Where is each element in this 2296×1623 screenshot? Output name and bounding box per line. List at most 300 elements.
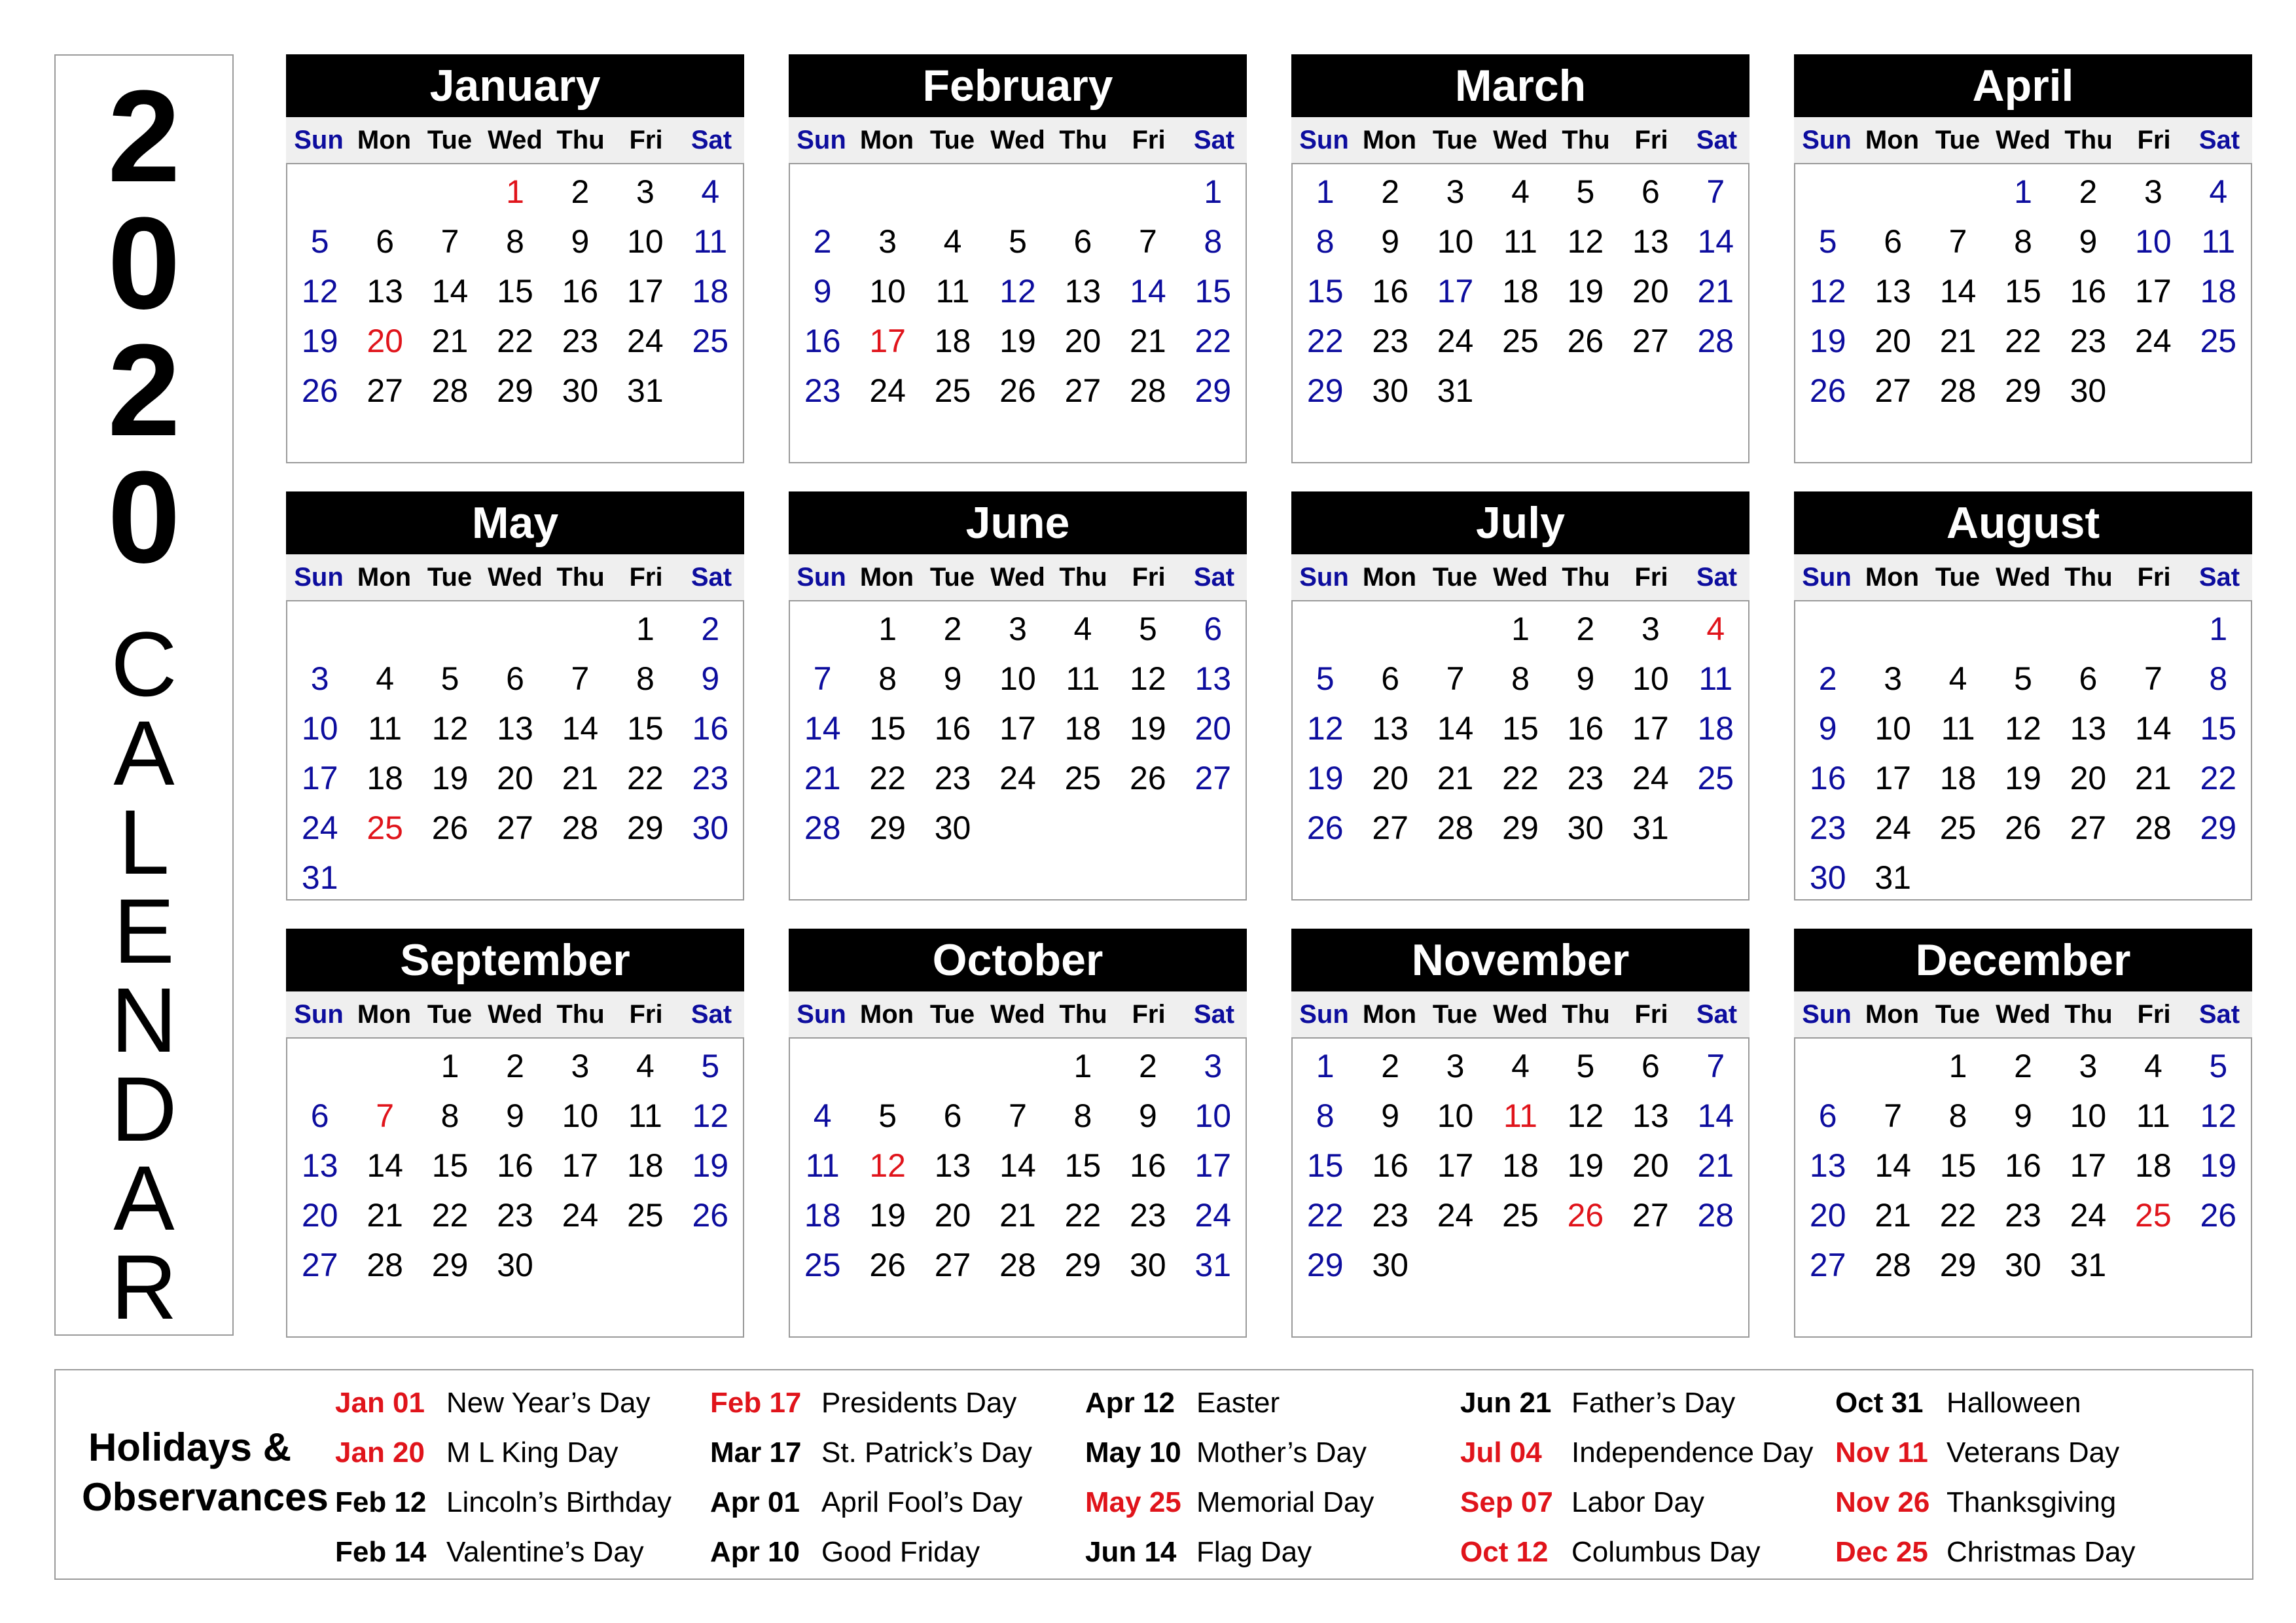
day-cell: 24: [1874, 810, 1911, 846]
day-cell: 17: [1437, 1147, 1474, 1184]
days-grid: [1291, 163, 1749, 463]
day-cell: 16: [1809, 760, 1846, 796]
weekday-label: Sun: [294, 1000, 344, 1029]
day-cell: 26: [2200, 1197, 2237, 1234]
holiday-name: Good Friday: [821, 1536, 980, 1568]
day-cell: 15: [1194, 273, 1232, 310]
day-cell: 19: [1306, 760, 1344, 796]
holiday-name: St. Patrick’s Day: [821, 1436, 1032, 1469]
day-cell: 21: [1437, 760, 1474, 796]
day-cell: 23: [2070, 323, 2107, 359]
weekday-label: Tue: [1935, 126, 1981, 154]
day-cell: 25: [1502, 1197, 1539, 1234]
day-cell: 20: [497, 760, 533, 796]
day-cell: 17: [1874, 760, 1911, 796]
days-grid: [1291, 600, 1749, 901]
day-cell: 21: [1874, 1197, 1911, 1234]
day-cell: 2: [506, 1048, 524, 1084]
weekday-label: Thu: [1562, 563, 1610, 592]
day-cell: 22: [1306, 1197, 1344, 1234]
day-cell: 28: [1437, 810, 1474, 846]
day-cell: 27: [497, 810, 533, 846]
day-cell: 25: [692, 323, 729, 359]
empty-day: [790, 1041, 855, 1091]
day-cell: 12: [869, 1147, 906, 1184]
day-cell: 27: [367, 372, 403, 409]
holiday-name: M L King Day: [446, 1436, 619, 1469]
weekday-label: Fri: [2137, 126, 2171, 154]
day-cell: 20: [301, 1197, 338, 1234]
day-cell: 4: [636, 1048, 655, 1084]
holiday-name: Flag Day: [1196, 1536, 1312, 1568]
holiday-column: [335, 1378, 708, 1577]
holiday-name: Columbus Day: [1571, 1536, 1761, 1568]
weekday-label: Wed: [1996, 563, 2051, 592]
day-cell: 2: [1381, 173, 1400, 210]
day-cell: 10: [562, 1097, 599, 1134]
day-cell: 22: [431, 1197, 469, 1234]
empty-day: [2056, 604, 2121, 654]
day-cell: 26: [692, 1197, 729, 1234]
day-cell: 1: [440, 1048, 459, 1084]
day-cell: 22: [2005, 323, 2041, 359]
weekday-label: Wed: [990, 563, 1045, 592]
holiday-row: [1460, 1478, 1833, 1527]
day-cell: 14: [999, 1147, 1036, 1184]
day-cell: 9: [1576, 660, 1595, 697]
day-cell: 6: [506, 660, 524, 697]
day-cell: 19: [999, 323, 1036, 359]
day-cell: 1: [1948, 1048, 1967, 1084]
day-cell: 14: [562, 710, 599, 747]
day-cell: 7: [376, 1097, 395, 1134]
days-grid: [789, 163, 1247, 463]
holidays-heading: [82, 1423, 329, 1522]
weekday-label: Sat: [2198, 126, 2240, 154]
day-cell: 13: [2070, 710, 2107, 747]
day-cell: 11: [693, 223, 728, 260]
month-title: January: [286, 54, 744, 117]
weekday-label: Fri: [629, 126, 663, 154]
empty-day: [352, 1041, 417, 1091]
weekday-label: Sun: [1299, 126, 1349, 154]
days-grid: [789, 600, 1247, 901]
day-cell: 1: [506, 173, 524, 210]
day-cell: 11: [2136, 1097, 2170, 1134]
day-cell: 21: [1697, 273, 1734, 310]
weekday-header: [1794, 117, 2252, 163]
day-cell: 4: [1511, 1048, 1530, 1084]
day-cell: 10: [1194, 1097, 1232, 1134]
day-cell: 5: [701, 1048, 720, 1084]
day-cell: 17: [999, 710, 1036, 747]
holiday-column: [1835, 1378, 2208, 1577]
day-cell: 18: [1697, 710, 1734, 747]
days-grid: [789, 1037, 1247, 1338]
day-cell: 12: [692, 1097, 729, 1134]
day-cell: 4: [701, 173, 720, 210]
day-cell: 29: [869, 810, 906, 846]
day-cell: 2: [571, 173, 590, 210]
weekday-label: Wed: [990, 126, 1045, 154]
weekday-label: Fri: [629, 1000, 663, 1029]
day-cell: 13: [934, 1147, 971, 1184]
day-cell: 24: [562, 1197, 599, 1234]
day-cell: 1: [878, 611, 897, 647]
day-cell: 13: [1809, 1147, 1846, 1184]
day-cell: 7: [571, 660, 590, 697]
empty-day: [1860, 604, 1925, 654]
day-cell: 15: [431, 1147, 469, 1184]
weekday-label: Fri: [1634, 1000, 1668, 1029]
weekday-header: [1291, 991, 1749, 1037]
weekday-label: Tue: [1432, 563, 1478, 592]
month-title: February: [789, 54, 1247, 117]
day-cell: 15: [1502, 710, 1539, 747]
day-cell: 5: [1316, 660, 1335, 697]
holiday-row: [335, 1378, 708, 1428]
holiday-date: Jan 20: [335, 1436, 425, 1469]
empty-day: [1860, 1041, 1925, 1091]
day-cell: 31: [1194, 1247, 1232, 1283]
days-grid: [286, 1037, 744, 1338]
weekday-label: Sun: [1802, 126, 1852, 154]
day-cell: 5: [878, 1097, 897, 1134]
day-cell: 19: [1809, 323, 1846, 359]
day-cell: 22: [627, 760, 664, 796]
day-cell: 2: [1576, 611, 1595, 647]
day-cell: 3: [571, 1048, 590, 1084]
month-february: [789, 54, 1247, 463]
day-cell: 30: [497, 1247, 533, 1283]
day-cell: 9: [2079, 223, 2098, 260]
weekday-label: Fri: [1634, 563, 1668, 592]
day-cell: 29: [627, 810, 664, 846]
weekday-label: Thu: [556, 563, 605, 592]
day-cell: 8: [1316, 223, 1335, 260]
holiday-date: Jun 21: [1460, 1387, 1552, 1419]
day-cell: 15: [497, 273, 533, 310]
day-cell: 22: [497, 323, 533, 359]
day-cell: 11: [1503, 223, 1537, 260]
weekday-label: Fri: [1132, 563, 1166, 592]
day-cell: 19: [301, 323, 338, 359]
weekday-label: Wed: [1493, 1000, 1548, 1029]
weekday-label: Wed: [1996, 1000, 2051, 1029]
day-cell: 2: [701, 611, 720, 647]
day-cell: 12: [431, 710, 469, 747]
day-cell: 29: [1306, 372, 1344, 409]
day-cell: 23: [1567, 760, 1604, 796]
month-september: [286, 929, 744, 1338]
weekday-label: Mon: [1362, 126, 1417, 154]
day-cell: 31: [2070, 1247, 2107, 1283]
day-cell: 14: [2135, 710, 2172, 747]
empty-day: [1795, 1041, 1860, 1091]
holidays-heading-line: Holidays &: [88, 1425, 292, 1469]
empty-day: [1926, 167, 1990, 217]
day-cell: 27: [1874, 372, 1911, 409]
day-cell: 28: [562, 810, 599, 846]
holiday-date: Nov 26: [1835, 1486, 1930, 1518]
day-cell: 21: [999, 1197, 1036, 1234]
day-cell: 11: [2201, 223, 2236, 260]
empty-day: [287, 1041, 352, 1091]
weekday-label: Sat: [1193, 1000, 1235, 1029]
day-cell: 6: [310, 1097, 329, 1134]
day-cell: 31: [1437, 372, 1474, 409]
day-cell: 19: [1567, 273, 1604, 310]
day-cell: 15: [869, 710, 906, 747]
day-cell: 13: [367, 273, 403, 310]
day-cell: 11: [935, 273, 970, 310]
day-cell: 20: [1632, 1147, 1669, 1184]
weekday-label: Fri: [1634, 126, 1668, 154]
day-cell: 10: [869, 273, 906, 310]
day-cell: 11: [1941, 710, 1975, 747]
day-cell: 11: [368, 710, 403, 747]
weekday-label: Thu: [2064, 563, 2113, 592]
day-cell: 10: [301, 710, 338, 747]
day-cell: 3: [2079, 1048, 2098, 1084]
month-title: May: [286, 491, 744, 554]
weekday-label: Thu: [556, 126, 605, 154]
day-cell: 4: [376, 660, 395, 697]
empty-day: [1795, 604, 1860, 654]
day-cell: 8: [1316, 1097, 1335, 1134]
day-cell: 20: [2070, 760, 2107, 796]
day-cell: 20: [1194, 710, 1232, 747]
day-cell: 27: [2070, 810, 2107, 846]
empty-day: [985, 1041, 1050, 1091]
holiday-date: Apr 10: [710, 1536, 800, 1568]
day-cell: 9: [571, 223, 590, 260]
weekday-label: Wed: [488, 563, 543, 592]
weekday-label: Sat: [1696, 126, 1738, 154]
weekday-header: [789, 991, 1247, 1037]
day-cell: 9: [2014, 1097, 2032, 1134]
month-title: September: [286, 929, 744, 991]
empty-day: [352, 604, 417, 654]
weekday-label: Fri: [1132, 1000, 1166, 1029]
day-cell: 22: [869, 760, 906, 796]
day-cell: 19: [2200, 1147, 2237, 1184]
weekday-header: [1794, 991, 2252, 1037]
day-cell: 9: [1381, 1097, 1400, 1134]
day-cell: 18: [1939, 760, 1977, 796]
day-cell: 7: [440, 223, 459, 260]
day-cell: 21: [2135, 760, 2172, 796]
day-cell: 8: [440, 1097, 459, 1134]
day-cell: 19: [692, 1147, 729, 1184]
day-cell: 3: [636, 173, 655, 210]
day-cell: 30: [2070, 372, 2107, 409]
day-cell: 19: [1567, 1147, 1604, 1184]
day-cell: 14: [1874, 1147, 1911, 1184]
weekday-label: Wed: [488, 1000, 543, 1029]
day-cell: 26: [999, 372, 1036, 409]
weekday-label: Tue: [427, 126, 473, 154]
day-cell: 11: [1503, 1097, 1537, 1134]
day-cell: 23: [1809, 810, 1846, 846]
day-cell: 24: [627, 323, 664, 359]
day-cell: 23: [562, 323, 599, 359]
weekday-label: Tue: [1432, 126, 1478, 154]
day-cell: 3: [1884, 660, 1903, 697]
day-cell: 14: [367, 1147, 403, 1184]
holiday-row: [335, 1527, 708, 1577]
day-cell: 1: [1204, 173, 1223, 210]
day-cell: 24: [1437, 323, 1474, 359]
day-cell: 24: [999, 760, 1036, 796]
day-cell: 23: [497, 1197, 533, 1234]
day-cell: 12: [2200, 1097, 2237, 1134]
day-cell: 8: [506, 223, 524, 260]
day-cell: 8: [2209, 660, 2228, 697]
holiday-date: Jun 14: [1085, 1536, 1177, 1568]
day-cell: 5: [1576, 173, 1595, 210]
day-cell: 19: [1130, 710, 1166, 747]
holiday-name: Valentine’s Day: [446, 1536, 644, 1568]
day-cell: 7: [1706, 173, 1725, 210]
day-cell: 28: [431, 372, 469, 409]
day-cell: 18: [804, 1197, 841, 1234]
day-cell: 5: [1576, 1048, 1595, 1084]
day-cell: 26: [1567, 323, 1604, 359]
month-july: [1291, 491, 1749, 901]
day-cell: 6: [943, 1097, 962, 1134]
day-cell: 1: [2014, 173, 2032, 210]
holiday-name: April Fool’s Day: [821, 1486, 1023, 1518]
empty-day: [418, 604, 482, 654]
day-cell: 12: [1130, 660, 1166, 697]
day-cell: 28: [804, 810, 841, 846]
weekday-label: Sun: [797, 126, 846, 154]
day-cell: 3: [1446, 173, 1465, 210]
holiday-name: Easter: [1196, 1387, 1280, 1419]
empty-day: [2121, 604, 2185, 654]
day-cell: 12: [1567, 1097, 1604, 1134]
day-cell: 29: [1939, 1247, 1977, 1283]
day-cell: 5: [1138, 611, 1157, 647]
day-cell: 5: [1009, 223, 1027, 260]
day-cell: 25: [1939, 810, 1977, 846]
weekday-label: Mon: [859, 1000, 914, 1029]
holiday-name: Lincoln’s Birthday: [446, 1486, 672, 1518]
day-cell: 23: [1372, 1197, 1408, 1234]
holiday-date: Mar 17: [710, 1436, 802, 1469]
day-cell: 12: [301, 273, 338, 310]
weekday-label: Sat: [1696, 563, 1738, 592]
day-cell: 28: [1130, 372, 1166, 409]
holiday-date: May 25: [1085, 1486, 1181, 1518]
days-grid: [1794, 1037, 2252, 1338]
weekday-header: [789, 554, 1247, 600]
day-cell: 20: [934, 1197, 971, 1234]
day-cell: 16: [2005, 1147, 2041, 1184]
day-cell: 18: [1502, 1147, 1539, 1184]
day-cell: 13: [1064, 273, 1102, 310]
day-cell: 17: [301, 760, 338, 796]
holiday-date: Apr 12: [1085, 1387, 1175, 1419]
day-cell: 26: [1809, 372, 1846, 409]
day-cell: 4: [943, 223, 962, 260]
weekday-label: Sun: [797, 1000, 846, 1029]
day-cell: 11: [1698, 660, 1733, 697]
day-cell: 4: [2209, 173, 2228, 210]
weekday-label: Sun: [294, 563, 344, 592]
weekday-label: Sun: [797, 563, 846, 592]
day-cell: 15: [1064, 1147, 1102, 1184]
day-cell: 28: [1939, 372, 1977, 409]
day-cell: 7: [1948, 223, 1967, 260]
weekday-label: Mon: [357, 1000, 412, 1029]
day-cell: 23: [1372, 323, 1408, 359]
title-letter: E: [113, 880, 175, 982]
day-cell: 4: [1073, 611, 1092, 647]
day-cell: 2: [2079, 173, 2098, 210]
year-digit: 0: [107, 190, 181, 336]
holiday-row: [1460, 1378, 1833, 1428]
day-cell: 31: [627, 372, 664, 409]
empty-day: [790, 167, 855, 217]
month-title: July: [1291, 491, 1749, 554]
day-cell: 2: [1381, 1048, 1400, 1084]
empty-day: [352, 167, 417, 217]
weekday-label: Tue: [427, 1000, 473, 1029]
day-cell: 15: [1306, 1147, 1344, 1184]
day-cell: 12: [999, 273, 1036, 310]
day-cell: 10: [627, 223, 664, 260]
day-cell: 18: [2200, 273, 2237, 310]
day-cell: 20: [1809, 1197, 1846, 1234]
holiday-name: Thanksgiving: [1946, 1486, 2117, 1518]
day-cell: 9: [943, 660, 962, 697]
day-cell: 20: [1064, 323, 1102, 359]
day-cell: 20: [367, 323, 403, 359]
day-cell: 18: [2135, 1147, 2172, 1184]
day-cell: 16: [934, 710, 971, 747]
day-cell: 13: [1632, 1097, 1669, 1134]
day-cell: 28: [2135, 810, 2172, 846]
day-cell: 25: [627, 1197, 664, 1234]
year-digit: 2: [107, 63, 181, 209]
day-cell: 31: [1632, 810, 1669, 846]
holiday-row: [1085, 1527, 1458, 1577]
empty-day: [1990, 604, 2055, 654]
day-cell: 21: [804, 760, 841, 796]
day-cell: 8: [1948, 1097, 1967, 1134]
holiday-row: [710, 1428, 1083, 1478]
weekday-label: Wed: [1493, 563, 1548, 592]
month-january: [286, 54, 744, 463]
day-cell: 6: [1073, 223, 1092, 260]
weekday-label: Tue: [1935, 1000, 1981, 1029]
day-cell: 1: [2209, 611, 2228, 647]
weekday-label: Sat: [691, 1000, 732, 1029]
month-title: June: [789, 491, 1247, 554]
day-cell: 29: [1194, 372, 1232, 409]
holiday-name: Halloween: [1946, 1387, 2081, 1419]
day-cell: 5: [440, 660, 459, 697]
day-cell: 7: [1884, 1097, 1903, 1134]
day-cell: 6: [2079, 660, 2098, 697]
empty-day: [920, 167, 985, 217]
day-cell: 22: [1194, 323, 1232, 359]
weekday-label: Mon: [357, 126, 412, 154]
holiday-date: Jan 01: [335, 1387, 425, 1419]
day-cell: 25: [1064, 760, 1102, 796]
